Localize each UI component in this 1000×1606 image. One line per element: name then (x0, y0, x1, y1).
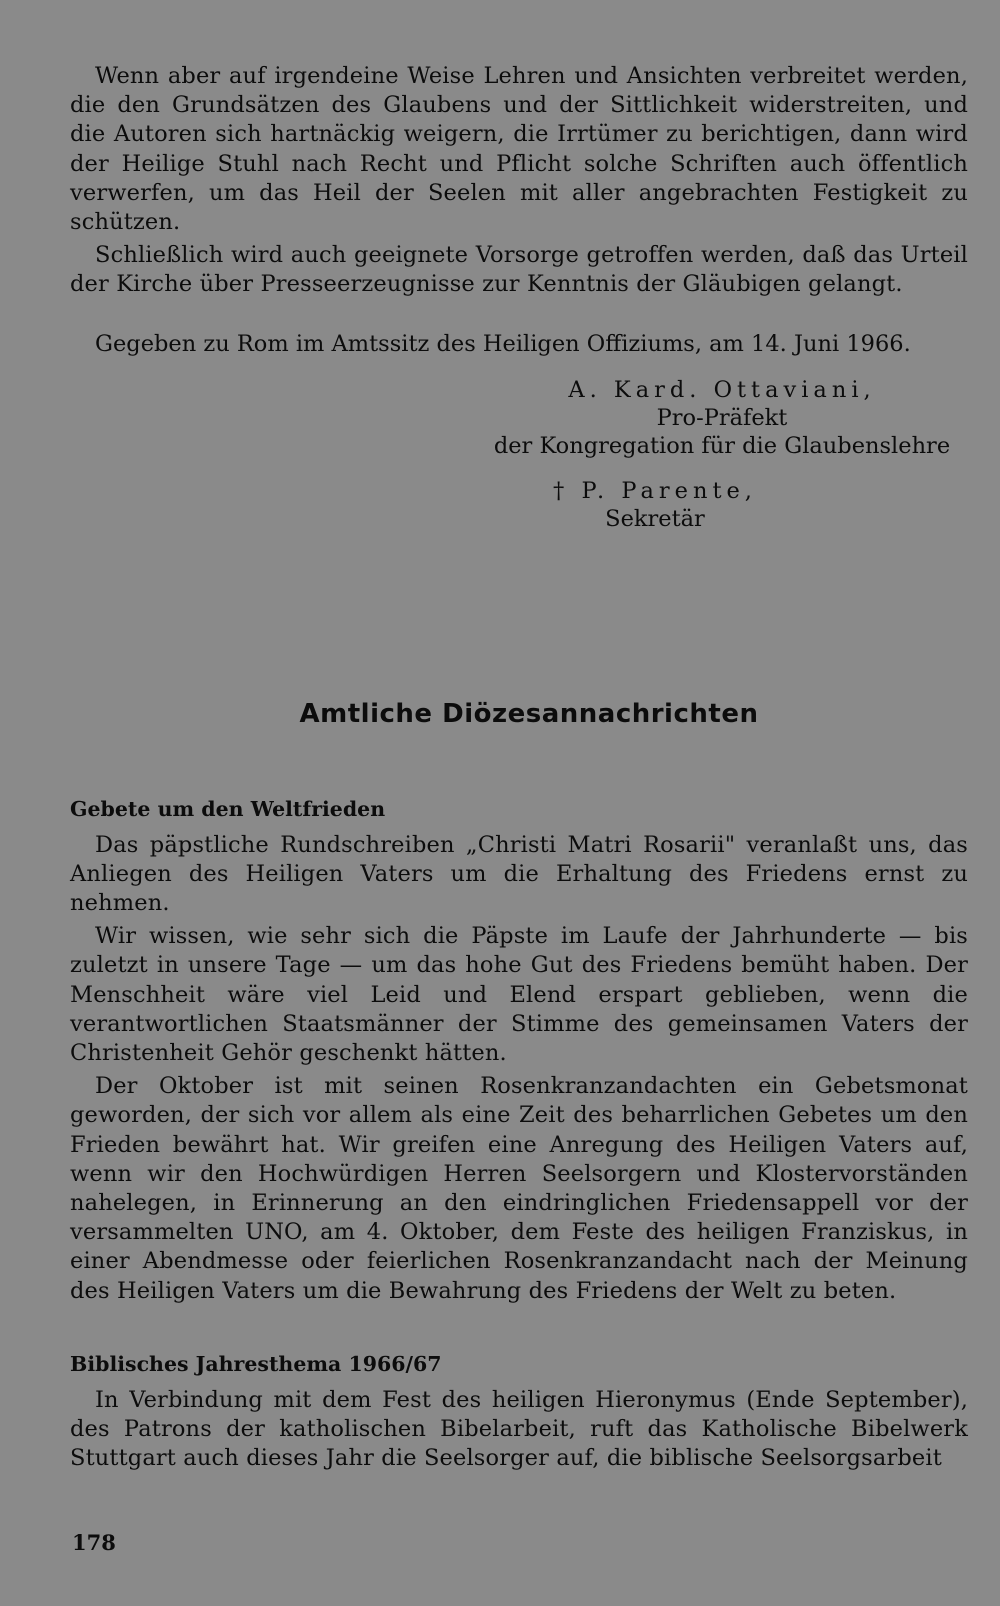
signatory-title: Pro-Präfekt (656, 404, 788, 431)
page-number: 178 (72, 1530, 116, 1555)
body-paragraph: Das päpstliche Rundschreiben „Christi Matri Rosarii" veranlaßt uns, das Anliegen des Heiligen Vaters um die Erhaltung des Friedens ernst zu nehmen. (70, 831, 968, 917)
signatory-name: A. Kard. Ottaviani, (568, 376, 876, 403)
body-paragraph: Schließlich wird auch geeignete Vorsorge getroffen werden, daß das Urteil der Kirche über Presseerzeugnisse zur Kenntnis der Gläubigen gelangt. (70, 242, 968, 298)
body-paragraph: In Verbindung mit dem Fest des heiligen Hieronymus (Ende September), des Patrons der katholischen Bibelarbeit, ruft das Katholische Bibelwerk Stuttgart auch dieses Jahr die Seelsorger auf, die biblische Seelsorgsarbeit (70, 1386, 968, 1472)
signatory-title: Sekretär (605, 505, 705, 532)
page-content (70, 62, 968, 1477)
signatory-office: der Kongregation für die Glaubenslehre (493, 432, 951, 459)
signature-block-prefect (476, 376, 968, 460)
signatory-name: † P. Parente, (553, 477, 757, 504)
body-paragraph: Der Oktober ist mit seinen Rosenkranzandachten ein Gebetsmonat geworden, der sich vor allem als eine Zeit des beharrlichen Gebetes um den Frieden bewährt hat. Wir greifen eine Anregung des Heiligen Vaters auf, wenn wir den Hochwürdigen Herren Seelsorgern und Klostervorständen nahelegen, in Erinnerung an den eindringlichen Friedensappell vor der versammelten UNO, am 4. Oktober, dem Feste des heiligen Franziskus, in einer Abendmesse oder feierlichen Rosenkranzandacht nach der Meinung des Heiligen Vaters um die Bewahrung des Friedens der Welt zu beten. (70, 1073, 968, 1304)
section-heading: Amtliche Diözesannachrichten (299, 698, 759, 729)
body-paragraph: Wir wissen, wie sehr sich die Päpste im Laufe der Jahrhunderte — bis zuletzt in unsere Tage — um das hohe Gut des Friedens bemüht haben. Der Menschheit wäre viel Leid und Elend erspart geblieben, wenn die verantwortlichen Staatsmänner der Stimme des gemeinsamen Vaters der Christenheit Gehör geschenkt hätten. (70, 923, 968, 1067)
subsection-title: Biblisches Jahresthema 1966/67 (70, 1351, 442, 1376)
signature-block-secretary (530, 477, 780, 533)
subsection-title: Gebete um den Weltfrieden (70, 796, 386, 821)
body-paragraph: Wenn aber auf irgendeine Weise Lehren und Ansichten verbreitet werden, die den Grundsätzen des Glaubens und der Sittlichkeit widerstreiten, und die Autoren sich hartnäckig weigern, die Irrtümer zu berichtigen, dann wird der Heilige Stuhl nach Recht und Pflicht solche Schriften auch öffentlich verwerfen, um das Heil der Seelen mit aller angebrachten Festigkeit zu schützen. (70, 63, 968, 236)
dateline: Gegeben zu Rom im Amtssitz des Heiligen Offiziums, am 14. Juni 1966. (95, 330, 911, 357)
